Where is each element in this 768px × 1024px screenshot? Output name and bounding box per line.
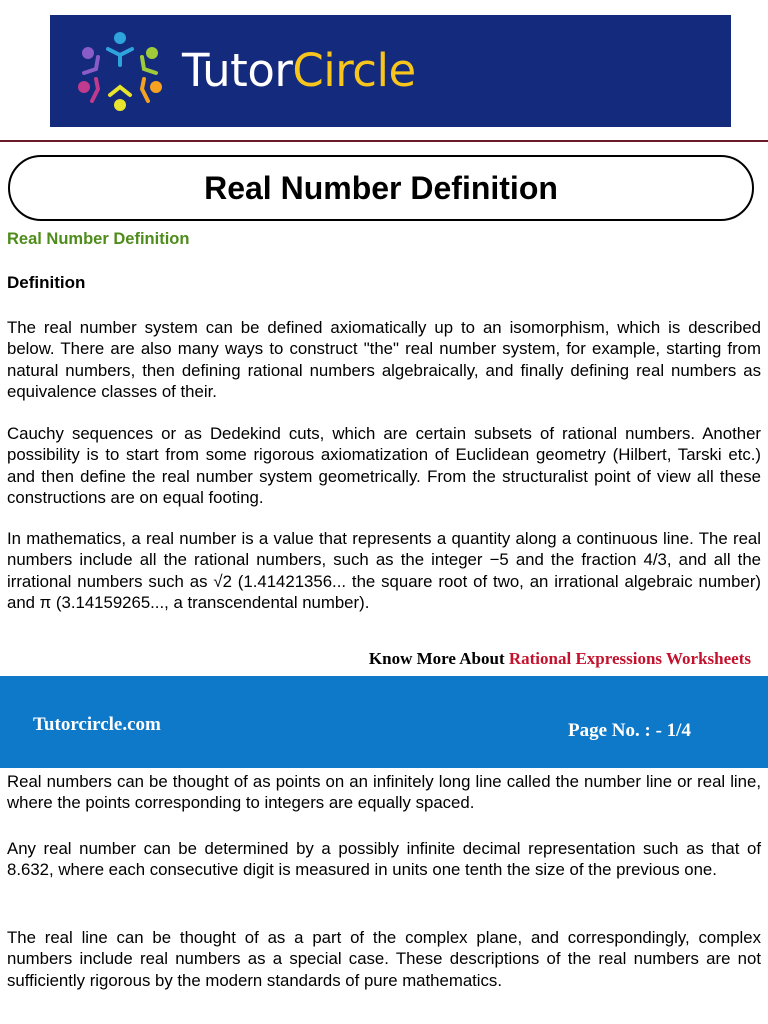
- know-more-line: [369, 649, 751, 669]
- header-banner: [50, 15, 731, 127]
- people-circle-logo-icon: [72, 29, 168, 113]
- header-divider: [0, 140, 768, 142]
- section-subtitle: Real Number Definition: [7, 230, 190, 248]
- page-footer-band: [0, 676, 768, 768]
- logo-word-tutor: Tutor: [182, 44, 293, 97]
- paragraph: In mathematics, a real number is a value that represents a quantity along a continuous line. The real numbers include all the rational numbers, such as the integer −5 and the fraction 4/3, and all the irrational numbers such as √2 (1.41421356... the square root of two, an irrational algebraic number) and π (3.14159265..., a transcendental number).: [7, 529, 761, 612]
- paragraph: Any real number can be determined by a possibly infinite decimal representation such as that of 8.632, where each consecutive digit is measured in units one tenth the size of the previous one.: [7, 839, 761, 880]
- paragraph: The real line can be thought of as a part of the complex plane, and correspondingly, complex numbers include real numbers as a special case. These descriptions of the real numbers are not sufficiently rigorous by the modern standards of pure mathematics.: [7, 928, 761, 990]
- paragraph: The real number system can be defined axiomatically up to an isomorphism, which is described below. There are also many ways to construct "the" real number system, for example, starting from natural numbers, then defining rational numbers algebraically, and finally defining real numbers as equivalence classes of their.: [7, 318, 761, 401]
- definition-heading: Definition: [7, 273, 86, 292]
- site-name[interactable]: Tutorcircle.com: [33, 714, 161, 735]
- know-more-link[interactable]: Rational Expressions Worksheets: [508, 649, 751, 668]
- page-title: Real Number Definition: [204, 169, 558, 206]
- page-number: Page No. : - 1/4: [568, 720, 691, 741]
- logo-word-circle: Circle: [292, 44, 416, 97]
- title-box: [8, 155, 754, 221]
- brand-logo-text: [182, 43, 416, 99]
- paragraph: Real numbers can be thought of as points on an infinitely long line called the number line or real line, where the points corresponding to integers are equally spaced.: [7, 772, 761, 813]
- know-more-prefix: Know More About: [368, 649, 509, 668]
- paragraph: Cauchy sequences or as Dedekind cuts, which are certain subsets of rational numbers. Another possibility is to start from some rigorous axiomatization of Euclidean geometry (Hilbert, Tarski etc.) and then define the real number system geometrically. From the structuralist point of view all these constructions are on equal footing.: [7, 424, 761, 507]
